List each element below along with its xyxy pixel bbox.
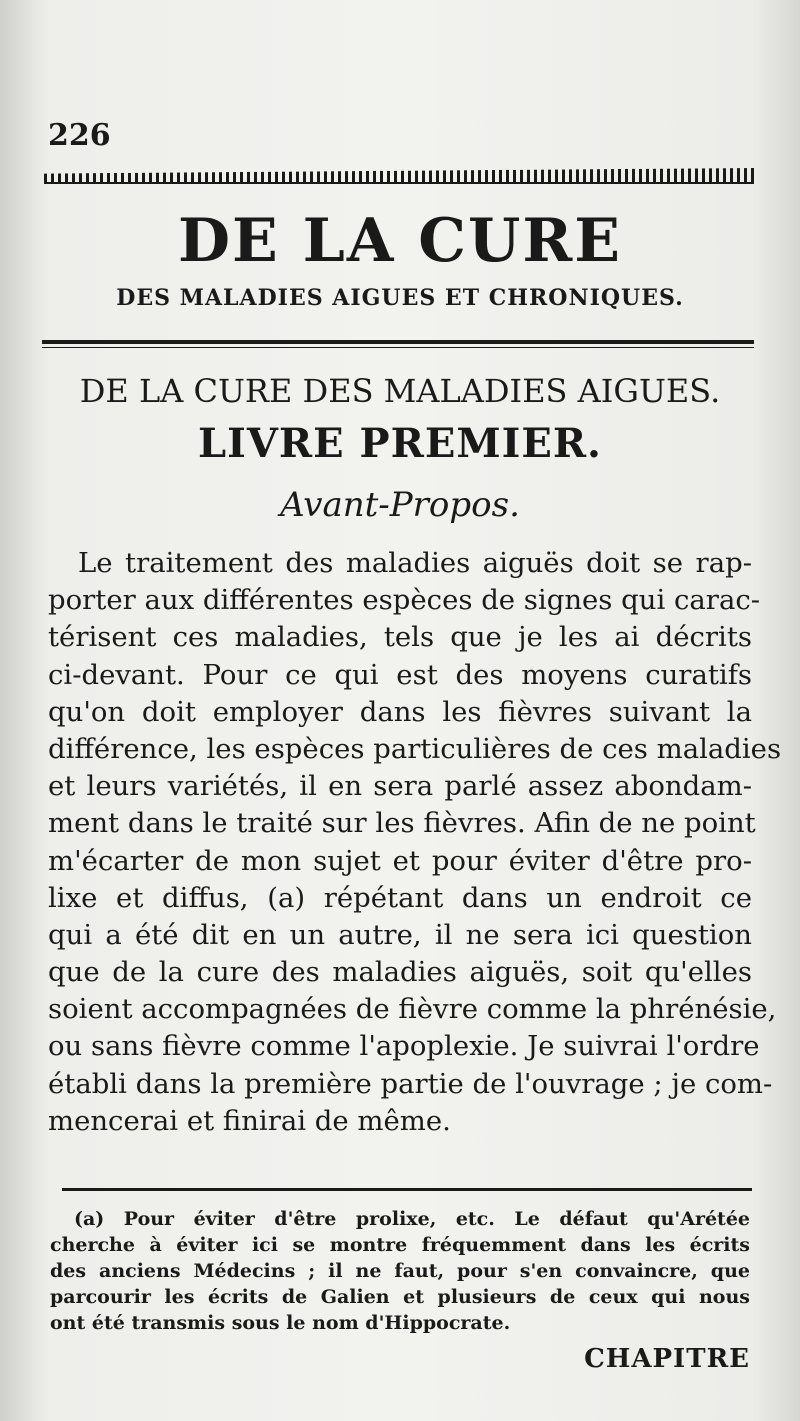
body-line: ou sans fièvre comme l'apoplexie. Je suivrai l'ordre: [48, 1030, 760, 1063]
body-line: qui a été dit en un autre, il ne sera ici question: [48, 918, 752, 951]
foreword-heading: Avant-Propos.: [280, 485, 520, 525]
footnote-line: ont été transmis sous le nom d'Hippocrate.: [50, 1312, 511, 1334]
body-line: mencerai et finirai de même.: [48, 1104, 451, 1137]
decorative-ornament-band: [44, 168, 754, 182]
body-text: [48, 545, 782, 1140]
footnote: [50, 1206, 750, 1336]
footnote-line: parcourir les écrits de Galien et plusieurs de ceux qui nous: [50, 1286, 750, 1308]
catchword: CHAPITRE: [584, 1344, 750, 1374]
double-rule-thin: [42, 347, 754, 348]
body-line: ci-devant. Pour ce qui est des moyens curatifs: [48, 658, 752, 691]
footnote-rule: [62, 1188, 752, 1191]
footnote-line: cherche à éviter ici se montre fréquemment dans les écrits: [50, 1234, 750, 1256]
body-line: établi dans la première partie de l'ouvrage ; je com-: [48, 1067, 773, 1100]
double-rule-thick: [42, 340, 754, 344]
body-line: qu'on doit employer dans les fièvres suivant la: [48, 695, 752, 728]
page-title: DE LA CURE: [178, 206, 622, 276]
body-line: lixe et diffus, (a) répétant dans un endroit ce: [48, 881, 752, 914]
body-line: Le traitement des maladies aiguës doit se rap-: [78, 547, 752, 579]
body-line: térisent ces maladies, tels que je les ai décrits: [48, 621, 752, 654]
body-line: que de la cure des maladies aiguës, soit qu'elles: [48, 956, 752, 989]
body-line: porter aux différentes espèces de signes qui carac-: [48, 584, 761, 617]
body-line: m'écarter de mon sujet et pour éviter d'être pro-: [48, 844, 752, 877]
book-title: LIVRE PREMIER.: [198, 420, 602, 467]
body-line: soient accompagnées de fièvre comme la phrénésie,: [48, 993, 777, 1026]
body-line: ment dans le traité sur les fièvres. Afin de ne point: [48, 807, 756, 840]
page-subtitle: DES MALADIES AIGUES ET CHRONIQUES.: [116, 285, 684, 311]
page-number: 226: [48, 118, 111, 153]
footnote-line: (a) Pour éviter d'être prolixe, etc. Le défaut qu'Arétée: [74, 1208, 750, 1230]
body-line: différence, les espèces particulières de ces maladies: [48, 732, 782, 765]
body-line: et leurs variétés, il en sera parlé assez abondam-: [48, 770, 752, 803]
ornament-rule: [44, 182, 754, 184]
section-title: DE LA CURE DES MALADIES AIGUES.: [79, 372, 721, 410]
footnote-line: des anciens Médecins ; il ne faut, pour s'en convaincre, que: [50, 1260, 750, 1282]
